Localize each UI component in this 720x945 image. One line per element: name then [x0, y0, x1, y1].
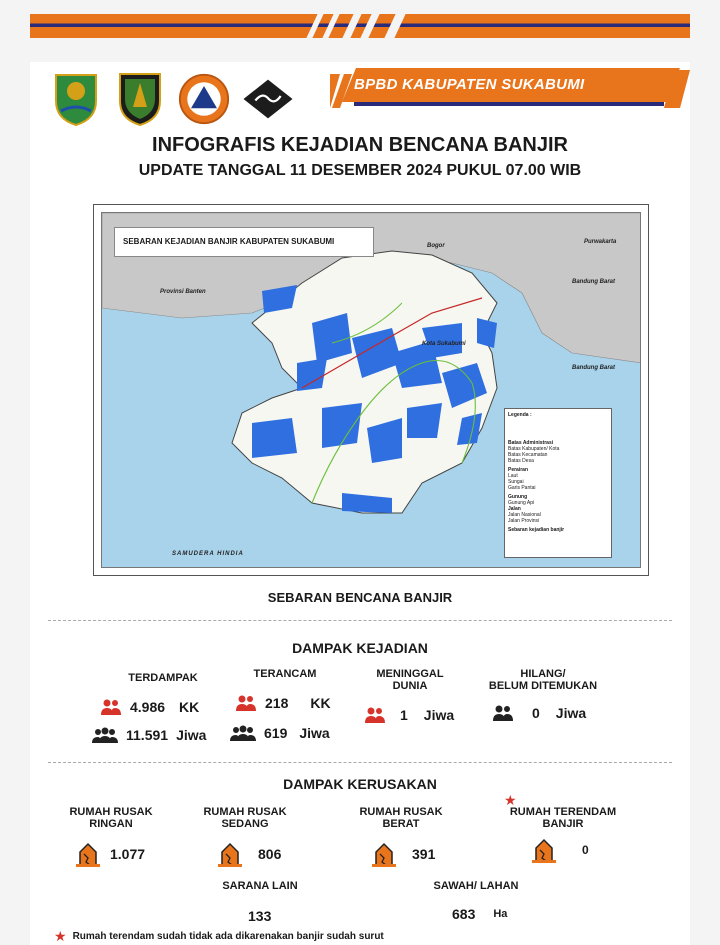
people-black-icon — [492, 704, 514, 722]
terendam-value: 0 — [530, 836, 589, 864]
sedang-value: 806 — [216, 840, 281, 868]
bnpb-logo-icon — [178, 70, 230, 128]
label-banten: Provinsi Banten — [160, 289, 206, 295]
map-caption: SEBARAN BENCANA BANJIR — [267, 590, 453, 605]
dampak-kerusakan-title: DAMPAK KERUSAKAN — [283, 776, 437, 792]
map-legend: Legenda : Batas Administrasi Batas Kabupaten/ Kota Batas Kecamatan Batas Desa Perairan Laut Sungai Garis Pantai Gunung Gunung Api Jalan Jalan Nasional Jalan Provinsi Sebaran kejadian banjir — [504, 408, 612, 558]
page-title: INFOGRAFIS KEJADIAN BENCANA BANJIR — [152, 134, 568, 156]
logo-row — [50, 70, 294, 128]
people-group-icon — [230, 724, 256, 742]
footnote: ★ Rumah terendam sudah tidak ada dikarenakan banjir sudah surut — [54, 928, 384, 944]
jawa-barat-logo-icon — [50, 70, 102, 128]
people-red-icon — [364, 706, 386, 724]
bpbd-logo-icon — [242, 70, 294, 128]
sedang-label: RUMAH RUSAK SEDANG — [203, 806, 287, 830]
berat-value: 391 — [370, 840, 435, 868]
top-decor-bar — [30, 14, 690, 38]
infographic-page — [30, 62, 690, 945]
hilang-value: 0 Jiwa — [492, 704, 586, 722]
divider — [48, 620, 672, 621]
agency-banner — [330, 68, 690, 112]
star-icon: ★ — [54, 928, 67, 944]
label-bogor: Bogor — [427, 243, 445, 249]
terancam-jiwa: 619 Jiwa — [230, 724, 330, 742]
damaged-house-icon — [216, 840, 244, 868]
damaged-house-icon — [370, 840, 398, 868]
label-purwakarta: Purwakarta — [584, 239, 617, 245]
terdampak-jiwa: 11.591 Jiwa — [92, 726, 206, 744]
ringan-label: RUMAH RUSAK RINGAN — [69, 806, 153, 830]
terdampak-kk: 4.986 KK — [100, 698, 199, 716]
people-red-icon — [100, 698, 122, 716]
berat-label: RUMAH RUSAK BERAT — [359, 806, 443, 830]
label-bandung-barat-2: Bandung Barat — [572, 365, 616, 371]
label-samudera: SAMUDERA HINDIA — [172, 551, 244, 557]
label-kota-sukabumi: Kota Sukabumi — [422, 341, 466, 347]
terdampak-label: TERDAMPAK — [128, 672, 198, 684]
hilang-label: HILANG/ BELUM DITEMUKAN — [488, 668, 598, 692]
sarana-label: SARANA LAIN — [222, 880, 298, 892]
terendam-label: RUMAH TERENDAM BANJIR — [509, 806, 617, 830]
meninggal-value: 1 Jiwa — [364, 706, 454, 724]
label-bandung-barat-1: Bandung Barat — [572, 279, 616, 285]
star-icon: ★ — [504, 792, 517, 808]
flood-map — [93, 204, 649, 576]
sarana-value: 133 — [248, 908, 272, 924]
terancam-label: TERANCAM — [253, 668, 317, 680]
dampak-kejadian-title: DAMPAK KEJADIAN — [292, 640, 428, 656]
divider — [48, 762, 672, 763]
terancam-kk: 218 KK — [235, 694, 331, 712]
banner-text: BPBD KABUPATEN SUKABUMI — [354, 76, 585, 93]
damaged-house-icon — [74, 840, 102, 868]
ringan-value: 1.077 — [74, 840, 145, 868]
kabupaten-sukabumi-logo-icon — [114, 70, 166, 128]
people-red-icon — [235, 694, 257, 712]
sawah-value: 683 Ha — [452, 906, 508, 922]
meninggal-label: MENINGGAL DUNIA — [376, 668, 444, 692]
damaged-house-icon — [530, 836, 558, 864]
sawah-label: SAWAH/ LAHAN — [433, 880, 519, 892]
page-subtitle: UPDATE TANGGAL 11 DESEMBER 2024 PUKUL 07.00 WIB — [138, 162, 582, 179]
people-group-icon — [92, 726, 118, 744]
map-title: SEBARAN KEJADIAN BANJIR KABUPATEN SUKABUMI — [114, 227, 374, 257]
